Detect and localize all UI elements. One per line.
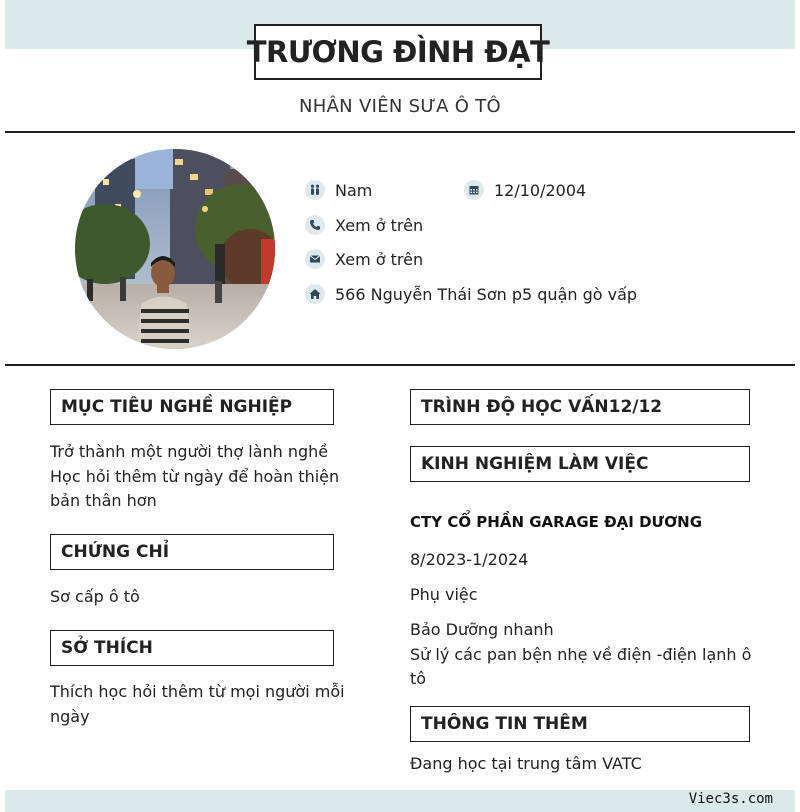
calendar-icon: [464, 180, 484, 200]
certificates-text: Sơ cấp ô tô: [50, 587, 140, 606]
address-value: 566 Nguyễn Thái Sơn p5 quận gò vấp: [335, 284, 638, 304]
email-value: Xem ở trên: [335, 249, 424, 269]
divider-middle: [5, 364, 795, 366]
hobbies-line: ngày: [50, 706, 90, 726]
experience-heading: KINH NGHIỆM LÀM VIỆC: [410, 446, 750, 482]
phone-item: [305, 215, 423, 235]
birthdate-item: [464, 180, 586, 200]
gender-item: [305, 180, 372, 200]
divider-top: [5, 131, 795, 133]
objective-text: [50, 440, 340, 514]
certificates-heading: CHỨNG CHỈ: [50, 534, 334, 570]
objective-line: bản thân hơn: [50, 491, 157, 510]
watermark: Viec3s.com: [688, 791, 773, 807]
additional-heading: THÔNG TIN THÊM: [410, 706, 750, 742]
hobbies-heading: SỞ THÍCH: [50, 630, 334, 666]
gender-value: Nam: [335, 180, 373, 200]
avatar: [75, 149, 275, 349]
experience-company: CTY CỔ PHẦN GARAGE ĐẠI DƯƠNG: [410, 513, 703, 531]
envelope-icon: [305, 249, 325, 269]
phone-value: Xem ở trên: [335, 215, 424, 235]
education-heading: TRÌNH ĐỘ HỌC VẤN12/12: [410, 389, 750, 425]
full-name: TRƯƠNG ĐÌNH ĐẠT: [254, 24, 542, 80]
address-item: [305, 284, 637, 304]
objective-line: Trở thành một người thợ lành nghề: [50, 442, 329, 461]
people-icon: [305, 180, 325, 200]
experience-description: [410, 618, 750, 692]
avatar-photo: [75, 149, 275, 349]
bottom-band: [5, 790, 795, 812]
experience-description-line: Sử lý các pan bện nhẹ về điện -điện lạnh ô: [410, 644, 752, 664]
additional-text: Đang học tại trung tâm VATC: [410, 754, 642, 773]
hobbies-line: Thích học hỏi thêm từ mọi người mỗi: [50, 682, 345, 701]
home-icon: [305, 284, 325, 304]
objective-line: Học hỏi thêm từ ngày để hoàn thiện: [50, 466, 340, 486]
job-title: NHÂN VIÊN SƯA Ô TÔ: [298, 96, 502, 117]
hobbies-text: [50, 680, 345, 729]
experience-description-line: Bảo Dưỡng nhanh: [410, 620, 554, 639]
email-item: [305, 249, 423, 269]
phone-icon: [305, 215, 325, 235]
experience-description-line: tô: [410, 669, 427, 688]
experience-period: 8/2023-1/2024: [410, 550, 529, 569]
birthdate-value: 12/10/2004: [494, 180, 587, 200]
objective-heading: MỤC TIÊU NGHỀ NGHIỆP: [50, 389, 334, 425]
experience-position: Phụ việc: [410, 585, 478, 604]
